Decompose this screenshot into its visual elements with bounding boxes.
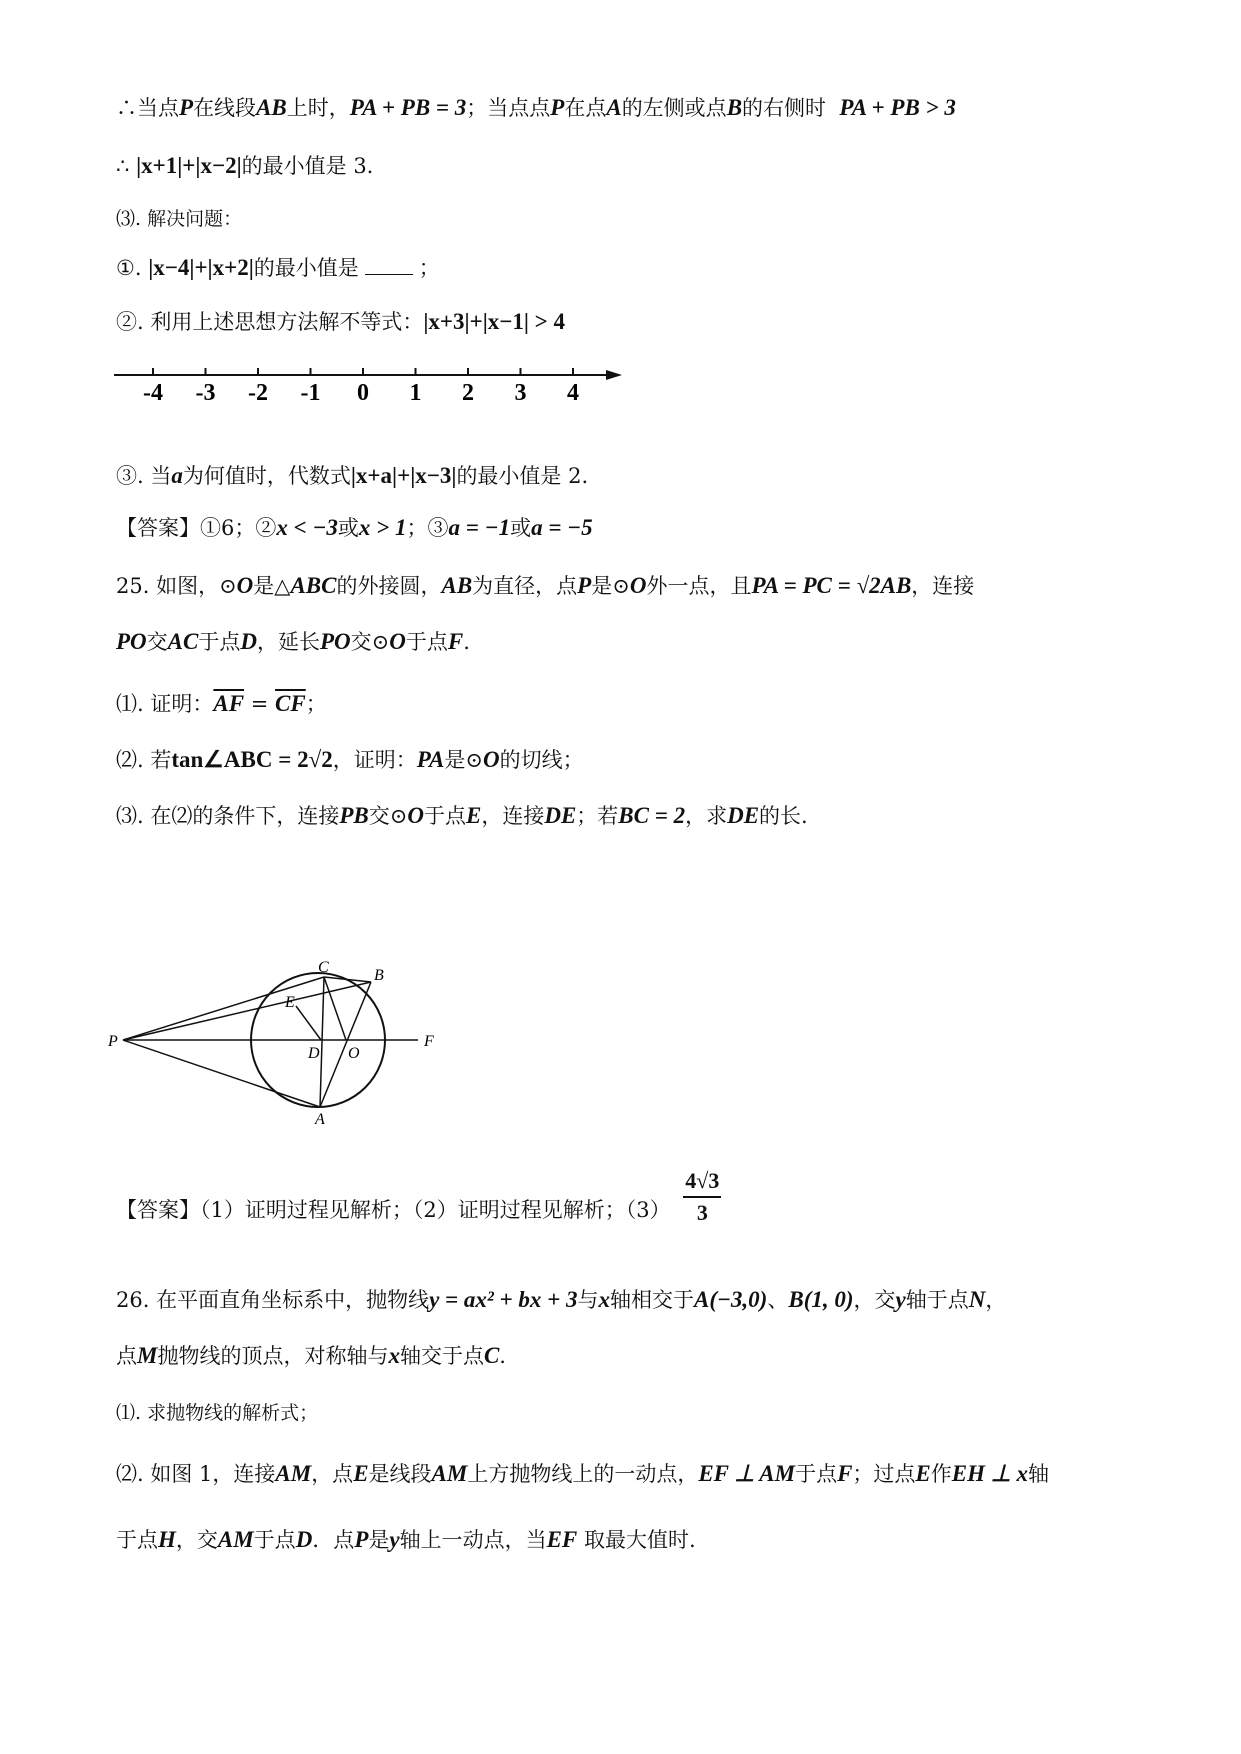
math: C xyxy=(483,1343,500,1368)
math: BC = 2 xyxy=(618,803,686,828)
math: O xyxy=(629,573,647,598)
text: 于点 xyxy=(405,630,448,654)
text: ．点 xyxy=(312,1528,355,1552)
segment-co xyxy=(324,977,346,1040)
math: B(1, 0) xyxy=(788,1287,854,1312)
text: 为直径，点 xyxy=(472,574,578,598)
label-p: P xyxy=(108,1033,118,1050)
text: ①. xyxy=(116,256,142,280)
text: 为何值时，代数式 xyxy=(182,464,351,488)
text: ，连接 xyxy=(481,804,545,828)
text: 上时， xyxy=(286,96,350,120)
text: ；过点 xyxy=(852,1462,916,1486)
segment-de xyxy=(296,1006,321,1040)
text: 与 xyxy=(577,1288,599,1312)
text: ， xyxy=(985,1288,1007,1312)
geometry-figure xyxy=(100,950,460,1150)
text: 是线段 xyxy=(368,1462,432,1486)
text-line-2 xyxy=(116,150,373,180)
text: 上方抛物线上的一动点， xyxy=(467,1462,699,1486)
text: = xyxy=(250,692,269,716)
text: 【答案】①6；② xyxy=(116,516,277,540)
text-line-1 xyxy=(116,92,956,122)
number-line-label: -1 xyxy=(300,380,321,406)
math: AM xyxy=(217,1527,254,1552)
text: 轴上一动点，当 xyxy=(399,1528,547,1552)
number-line-arrow xyxy=(606,370,622,380)
number-line-label: 2 xyxy=(462,380,474,406)
segment-cb xyxy=(324,977,371,982)
text: ，延长 xyxy=(256,630,320,654)
text: 的 xyxy=(241,154,263,178)
label-e: E xyxy=(285,994,295,1011)
fraction xyxy=(683,1168,721,1226)
segment-pa xyxy=(123,1040,320,1107)
math: |x+1|+|x−2| xyxy=(136,153,242,178)
math: E xyxy=(353,1461,369,1486)
segment-pb xyxy=(123,982,371,1040)
text: ；若 xyxy=(576,804,619,828)
math: a xyxy=(171,463,183,488)
math: O xyxy=(407,803,424,828)
text: 在线段 xyxy=(193,96,257,120)
number-line-label: -3 xyxy=(195,380,216,406)
text: 于点 xyxy=(198,630,241,654)
number-line-label: -4 xyxy=(143,380,163,406)
math: AB xyxy=(441,573,473,598)
math: O xyxy=(389,629,406,654)
text: 轴相交于 xyxy=(610,1288,694,1312)
text: 26. 在平面直角坐标系中，抛物线 xyxy=(116,1288,430,1312)
text: 轴 xyxy=(1028,1462,1050,1486)
math: PO xyxy=(319,629,351,654)
text: ； xyxy=(418,256,440,280)
math: A(−3,0) xyxy=(694,1287,768,1312)
math: ABC xyxy=(290,573,337,598)
math: |x−4|+|x+2| xyxy=(148,255,254,280)
text: ；③ xyxy=(406,516,449,540)
text: 于点 xyxy=(253,1528,296,1552)
math: DE xyxy=(727,803,760,828)
text-line-3 xyxy=(116,204,242,231)
math: A xyxy=(606,95,622,120)
fraction-numerator: 4√3 xyxy=(683,1168,721,1198)
number-line-label: -2 xyxy=(248,380,268,406)
math: x > 1 xyxy=(358,515,407,540)
fraction-denominator: 3 xyxy=(696,1200,708,1225)
number-line-label: 4 xyxy=(567,380,579,406)
text: 的长. xyxy=(759,804,808,828)
math: M xyxy=(137,1343,158,1368)
text-line-17 xyxy=(116,1458,1049,1488)
text: 的外接圆， xyxy=(336,574,442,598)
text: ∴当点 xyxy=(116,96,179,120)
text: 的最小值是 xyxy=(253,256,359,280)
text: 最小值是 3. xyxy=(262,154,374,178)
text: ⑴. 求抛物线的解析式； xyxy=(116,1402,319,1424)
math: x xyxy=(388,1343,400,1368)
text-line-10 xyxy=(116,688,327,718)
text: 抛物线的顶点，对称轴与 xyxy=(157,1344,389,1368)
label-b: B xyxy=(374,967,384,984)
text: 或 xyxy=(337,516,359,540)
text: 于点 xyxy=(423,804,466,828)
label-c: C xyxy=(318,959,329,976)
text-line-13 xyxy=(116,1168,721,1238)
math: P xyxy=(577,573,592,598)
number-line-label: 1 xyxy=(409,380,422,406)
math: tan∠ABC = 2√2 xyxy=(171,747,333,772)
math: O xyxy=(483,747,500,772)
text: . xyxy=(499,1344,506,1368)
math: PA + PB = 3 xyxy=(349,95,467,120)
text: ； xyxy=(305,692,327,716)
math: PA xyxy=(416,747,445,772)
math: D xyxy=(240,629,257,654)
text: . xyxy=(463,630,470,654)
text: 于点 xyxy=(795,1462,838,1486)
math: y xyxy=(895,1287,906,1312)
text-line-6 xyxy=(116,460,588,490)
math: x < −3 xyxy=(276,515,338,540)
text-line-18 xyxy=(116,1524,696,1554)
text: ⑶. 在⑵的条件下，连接 xyxy=(116,804,340,828)
math: |x+3|+|x−1| > 4 xyxy=(423,309,566,334)
math: y xyxy=(389,1527,400,1552)
text: 于点 xyxy=(116,1528,158,1552)
text: ⑵. 若 xyxy=(116,748,172,772)
text-line-14 xyxy=(116,1284,1006,1314)
math: O xyxy=(236,573,254,598)
text-line-16 xyxy=(116,1398,318,1425)
number-line xyxy=(100,360,640,410)
text: 是△ xyxy=(253,574,291,598)
math: E xyxy=(915,1461,931,1486)
text: ⑴. 证明： xyxy=(116,692,214,716)
text: ，证明： xyxy=(332,748,417,772)
math: EF ⊥ AM xyxy=(698,1461,796,1486)
math: a = −1 xyxy=(448,515,511,540)
math: D xyxy=(295,1527,313,1552)
text-line-5 xyxy=(116,306,565,336)
text: 的左侧或点 xyxy=(621,96,727,120)
math: N xyxy=(968,1287,986,1312)
math: EH ⊥ x xyxy=(951,1461,1029,1486)
text: 是 xyxy=(368,1528,390,1552)
label-a: A xyxy=(315,1111,325,1128)
math: a = −5 xyxy=(531,515,593,540)
label-f: F xyxy=(424,1033,434,1050)
text-line-11 xyxy=(116,744,584,774)
answer-blank xyxy=(365,256,413,275)
text-line-4 xyxy=(116,252,440,282)
text: 轴于点 xyxy=(905,1288,969,1312)
text: ，连接 xyxy=(911,574,975,598)
text-line-7 xyxy=(116,512,593,542)
math: H xyxy=(158,1527,176,1552)
text: 的最小值是 2. xyxy=(456,464,589,488)
text: 点 xyxy=(116,1344,137,1368)
text-line-8 xyxy=(116,570,974,600)
text: ②. 利用上述思想方法解不等式： xyxy=(116,310,424,334)
math: EF xyxy=(546,1527,578,1552)
text: 是⊙ xyxy=(444,748,484,772)
text: 【答案】（1）证明过程见解析；（2）证明过程见解析；（3） xyxy=(116,1198,671,1222)
text-line-15 xyxy=(116,1340,506,1370)
text: 或 xyxy=(510,516,532,540)
math: AM xyxy=(431,1461,468,1486)
text: 的切线； xyxy=(499,748,584,772)
segment-ca xyxy=(320,977,324,1107)
math: PB xyxy=(339,803,369,828)
text: ；当点点 xyxy=(466,96,551,120)
text-line-12 xyxy=(116,800,808,830)
text: 在点 xyxy=(564,96,607,120)
text: 取最大值时. xyxy=(583,1528,696,1552)
number-line-label: 0 xyxy=(357,380,369,406)
text-line-9 xyxy=(116,626,470,656)
math: B xyxy=(726,95,743,120)
text: 轴交于点 xyxy=(399,1344,484,1368)
text: ，点 xyxy=(311,1462,354,1486)
label-o: O xyxy=(348,1045,360,1062)
math: P xyxy=(179,95,194,120)
text: 、 xyxy=(767,1288,789,1312)
math: y = ax² + bx + 3 xyxy=(429,1287,578,1312)
math: AM xyxy=(275,1461,312,1486)
math: F xyxy=(837,1461,853,1486)
text: 交 xyxy=(146,630,168,654)
math: PA = PC = √2AB xyxy=(751,573,912,598)
math: $\overline{CF}$ xyxy=(275,691,306,716)
text: ，交 xyxy=(853,1288,896,1312)
text: 外一点，且 xyxy=(646,574,752,598)
text: ∴ xyxy=(116,154,130,178)
text: ⑶. 解决问题： xyxy=(116,208,243,230)
text: ⑵. 如图 1，连接 xyxy=(116,1462,276,1486)
math: PA + PB > 3 xyxy=(839,95,956,120)
text: 25. 如图，⊙ xyxy=(116,574,237,598)
math: F xyxy=(447,629,464,654)
text: 是⊙ xyxy=(591,574,630,598)
math: E xyxy=(465,803,482,828)
math: P xyxy=(354,1527,369,1552)
math: x xyxy=(598,1287,610,1312)
math: $\overline{AF}$ xyxy=(213,691,245,716)
text: 交⊙ xyxy=(368,804,408,828)
text: ③. 当 xyxy=(116,464,172,488)
math: AC xyxy=(167,629,199,654)
number-line-label: 3 xyxy=(514,380,527,406)
text: ，交 xyxy=(175,1528,218,1552)
text: ，求 xyxy=(685,804,728,828)
math: DE xyxy=(544,803,577,828)
label-d: D xyxy=(308,1045,320,1062)
math: AB xyxy=(256,95,287,120)
math: PO xyxy=(116,629,147,654)
text: 作 xyxy=(930,1462,952,1486)
text: 的右侧时 xyxy=(742,96,827,120)
math: |x+a|+|x−3| xyxy=(350,463,457,488)
math: P xyxy=(550,95,565,120)
text: 交⊙ xyxy=(350,630,390,654)
